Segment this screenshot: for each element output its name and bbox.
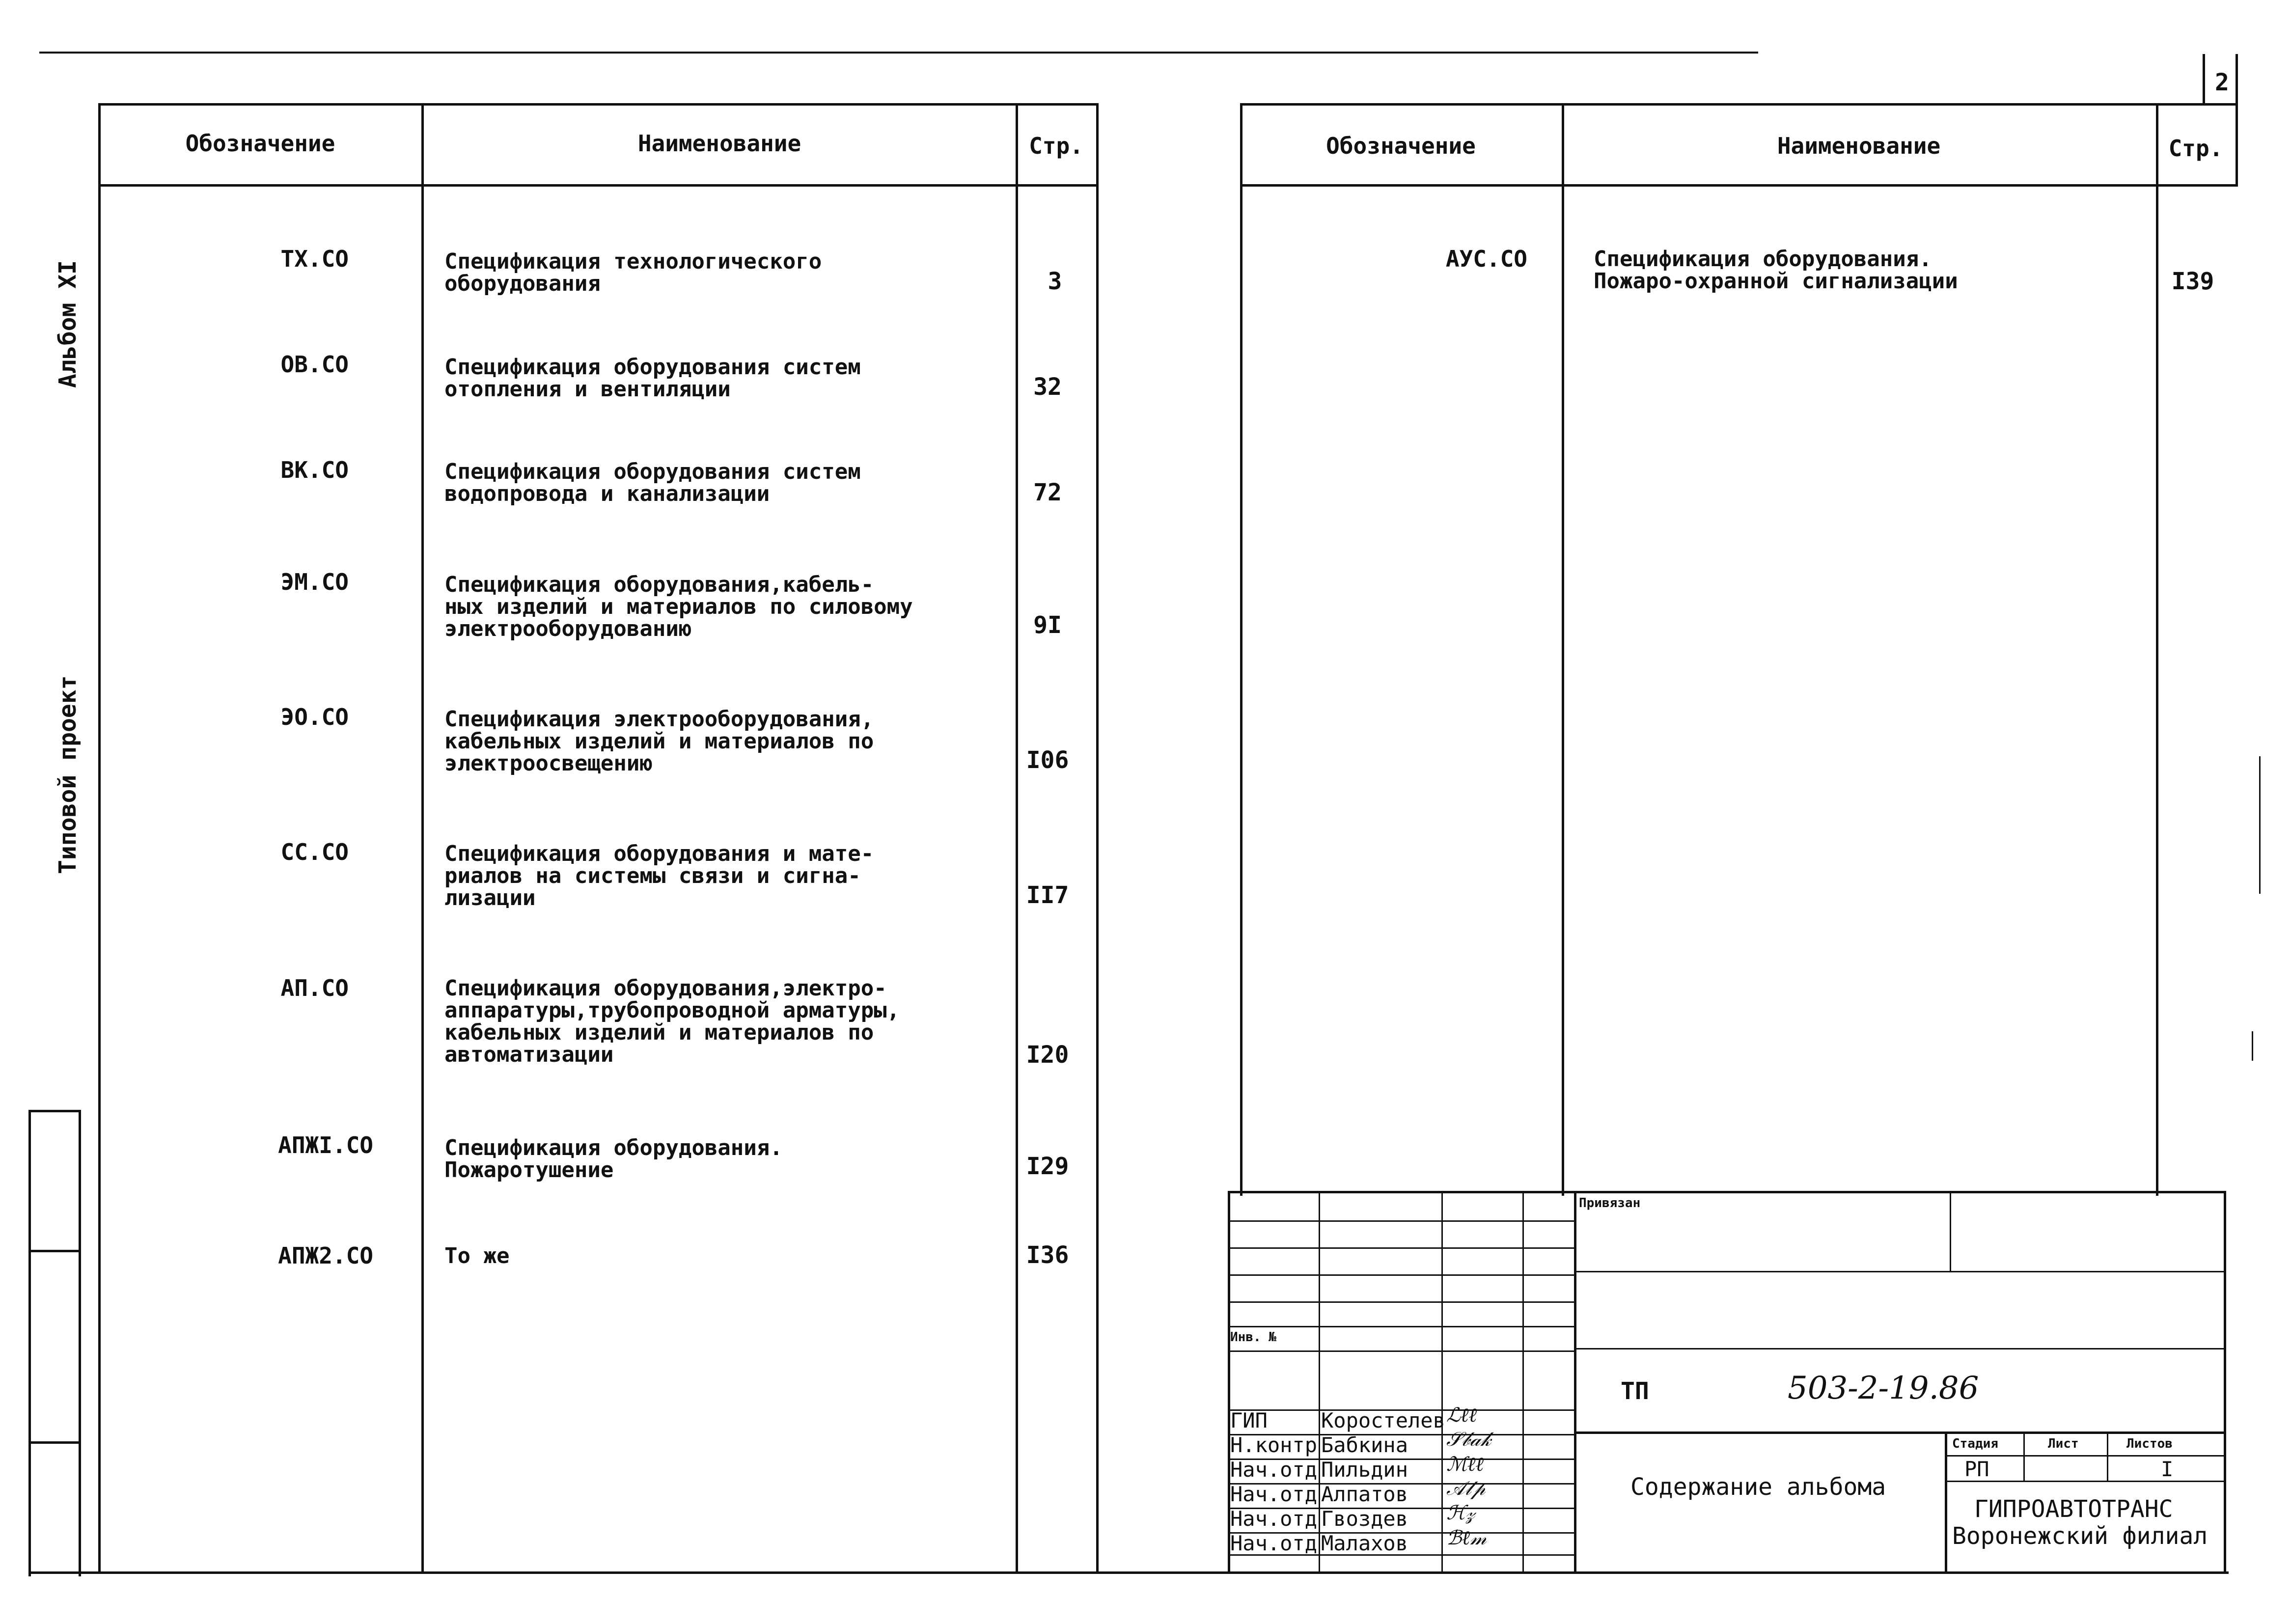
sheet-number-box-left bbox=[2203, 54, 2205, 103]
stamp-person-5: Гвоздев bbox=[1321, 1507, 1408, 1531]
left-row-3-code: ВК.СО bbox=[280, 457, 349, 483]
left-row-2-code: ОВ.СО bbox=[280, 351, 349, 378]
stamp-privyazan-bottom bbox=[1574, 1271, 2225, 1272]
right-header-name: Наименование bbox=[1777, 133, 1941, 159]
stamp-grid-h6 bbox=[1228, 1350, 1574, 1352]
left-row-2-page: 32 bbox=[1033, 373, 1062, 401]
stamp-role-1: ГИП bbox=[1230, 1408, 1268, 1432]
left-row-4-name: Спецификация оборудования,кабель- ных изделий и материалов по силовому электрооборудованию bbox=[444, 572, 913, 641]
stamp-stage-label: Стадия bbox=[1952, 1436, 1998, 1451]
left-row-3-page: 72 bbox=[1033, 479, 1062, 506]
right-table-left bbox=[1240, 103, 1242, 1196]
stamp-person-3: Пильдин bbox=[1321, 1458, 1408, 1482]
stamp-role-5: Нач.отд bbox=[1230, 1507, 1318, 1531]
left-table-right bbox=[1096, 103, 1099, 1571]
side-label-project: Типовой проект bbox=[54, 675, 82, 874]
left-header-designation: Обозначение bbox=[185, 130, 335, 157]
left-row-5-code: ЭО.СО bbox=[280, 704, 349, 730]
left-row-2-name: Спецификация оборудования систем отопления и вентиляции bbox=[444, 355, 861, 402]
stamp-stage-split-2 bbox=[2107, 1431, 2108, 1481]
left-row-1-name: Спецификация технологического оборудования bbox=[444, 249, 822, 296]
right-row-1-page: I39 bbox=[2171, 268, 2214, 295]
stamp-stage-value: РП bbox=[1964, 1457, 1989, 1481]
stamp-signature-4: 𝒜𝓁𝓅 bbox=[1446, 1477, 1486, 1500]
left-header-page: Стр. bbox=[1029, 133, 1083, 159]
stamp-grid-h4 bbox=[1228, 1301, 1574, 1303]
stamp-sheets-label: Листов bbox=[2126, 1436, 2173, 1451]
stamp-person-1: Коростелев bbox=[1321, 1408, 1445, 1432]
stamp-role-6: Нач.отд bbox=[1230, 1531, 1318, 1555]
left-table-top bbox=[98, 103, 1098, 106]
left-row-7-page: I20 bbox=[1026, 1041, 1069, 1069]
left-row-5-page: I06 bbox=[1026, 746, 1069, 774]
stamp-organization: ГИПРОАВТОТРАНС bbox=[1974, 1495, 2173, 1523]
sheet-number: 2 bbox=[2215, 69, 2229, 96]
left-row-4-page: 9I bbox=[1033, 611, 1062, 639]
stamp-grid-h2 bbox=[1228, 1247, 1574, 1249]
left-row-8-code: АПЖI.СО bbox=[278, 1132, 373, 1158]
left-row-9-name: То же bbox=[444, 1243, 510, 1268]
stamp-branch: Воронежский филиал bbox=[1952, 1522, 2208, 1550]
left-table-header-bottom bbox=[98, 184, 1098, 187]
stamp-signature-1: ℒℓℓ bbox=[1446, 1404, 1477, 1427]
left-row-6-name: Спецификация оборудования и мате- риалов на системы связи и сигна- лизации bbox=[444, 841, 874, 910]
scan-mark-2 bbox=[2252, 1031, 2253, 1061]
right-table-col1 bbox=[1562, 103, 1564, 1196]
left-row-8-page: I29 bbox=[1026, 1153, 1069, 1180]
stamp-role-3: Нач.отд bbox=[1230, 1458, 1318, 1482]
stamp-sheet-label: Лист bbox=[2048, 1436, 2079, 1451]
left-row-4-code: ЭМ.СО bbox=[280, 569, 349, 595]
stamp-privyazan-label: Привязан bbox=[1579, 1196, 1641, 1211]
right-header-page: Стр. bbox=[2168, 135, 2223, 162]
left-row-9-page: I36 bbox=[1026, 1241, 1069, 1269]
left-table-col1 bbox=[421, 103, 424, 1571]
side-strip-div-3 bbox=[28, 1441, 80, 1444]
stamp-project-prefix: ТП bbox=[1621, 1377, 1649, 1405]
stamp-person-2: Бабкина bbox=[1321, 1433, 1408, 1457]
left-header-name: Наименование bbox=[637, 130, 801, 157]
right-row-1-name: Спецификация оборудования. Пожаро-охранной сигнализации bbox=[1594, 247, 1958, 294]
right-header-designation: Обозначение bbox=[1326, 133, 1476, 159]
right-table-col2 bbox=[2156, 103, 2158, 1196]
left-row-6-page: II7 bbox=[1026, 881, 1069, 909]
stamp-stage-split-1 bbox=[2023, 1431, 2025, 1481]
left-table-left bbox=[98, 103, 101, 1571]
right-table-header-bottom bbox=[1240, 184, 2237, 187]
stamp-code-top bbox=[1574, 1348, 2225, 1349]
stamp-signature-3: ℳℓℓ bbox=[1446, 1453, 1484, 1476]
side-strip-line bbox=[28, 1110, 31, 1576]
left-row-1-code: ТХ.СО bbox=[280, 246, 349, 272]
left-row-5-name: Спецификация электрооборудования, кабельных изделий и материалов по электроосвещению bbox=[444, 707, 874, 776]
stamp-privyazan-split bbox=[1950, 1191, 1951, 1272]
side-strip-div-2 bbox=[28, 1250, 80, 1252]
stamp-title-top bbox=[1574, 1431, 2225, 1434]
bottom-rule bbox=[28, 1571, 2229, 1574]
scan-mark-1 bbox=[2259, 756, 2261, 894]
stamp-title-split bbox=[1945, 1431, 1947, 1574]
top-rule bbox=[39, 52, 1758, 54]
side-strip-div-1 bbox=[28, 1110, 80, 1112]
left-row-8-name: Спецификация оборудования. Пожаротушение bbox=[444, 1135, 783, 1183]
stamp-signature-2: 𝒮𝒷𝒶𝓀 bbox=[1446, 1428, 1491, 1451]
stamp-stage-hdr-bottom bbox=[1945, 1455, 2225, 1457]
stamp-grid-h3 bbox=[1228, 1274, 1574, 1276]
stamp-right bbox=[2224, 1191, 2226, 1574]
left-row-9-code: АПЖ2.СО bbox=[278, 1242, 373, 1269]
side-label-album: Альбом XI bbox=[54, 260, 82, 388]
stamp-inv-label: Инв. № bbox=[1230, 1330, 1276, 1345]
right-table-right bbox=[2236, 54, 2238, 187]
stamp-grid-h1 bbox=[1228, 1220, 1574, 1222]
left-table-col2 bbox=[1016, 103, 1018, 1571]
stamp-person-4: Алпатов bbox=[1321, 1482, 1408, 1506]
stamp-person-6: Малахов bbox=[1321, 1531, 1408, 1555]
left-row-7-code: АП.СО bbox=[280, 975, 349, 1001]
right-table-top bbox=[1240, 103, 2237, 106]
stamp-sheet-title: Содержание альбома bbox=[1630, 1473, 1886, 1501]
left-row-1-page: 3 bbox=[1048, 268, 1062, 295]
stamp-signature-5: ℋ𝓏 bbox=[1446, 1502, 1475, 1524]
left-row-3-name: Спецификация оборудования систем водопровода и канализации bbox=[444, 459, 861, 506]
stamp-sheets-value: I bbox=[2161, 1457, 2174, 1481]
right-row-1-code: АУС.СО bbox=[1445, 246, 1527, 272]
stamp-grid-h5 bbox=[1228, 1326, 1574, 1327]
stamp-role-4: Нач.отд bbox=[1230, 1482, 1318, 1506]
stamp-role-2: Н.контр bbox=[1230, 1433, 1318, 1457]
stamp-grid-v4 bbox=[1574, 1191, 1576, 1574]
left-row-7-name: Спецификация оборудования,электро- аппаратуры,трубопроводной арматуры, кабельных изделий и материалов по автоматизации bbox=[444, 976, 900, 1067]
side-strip-line-inner bbox=[79, 1110, 81, 1576]
left-row-6-code: СС.СО bbox=[280, 839, 349, 865]
stamp-signature-6: ℬℓ𝓂 bbox=[1446, 1527, 1487, 1549]
stamp-project-number: 503-2-19.86 bbox=[1788, 1370, 1979, 1406]
stamp-top bbox=[1228, 1191, 2225, 1193]
